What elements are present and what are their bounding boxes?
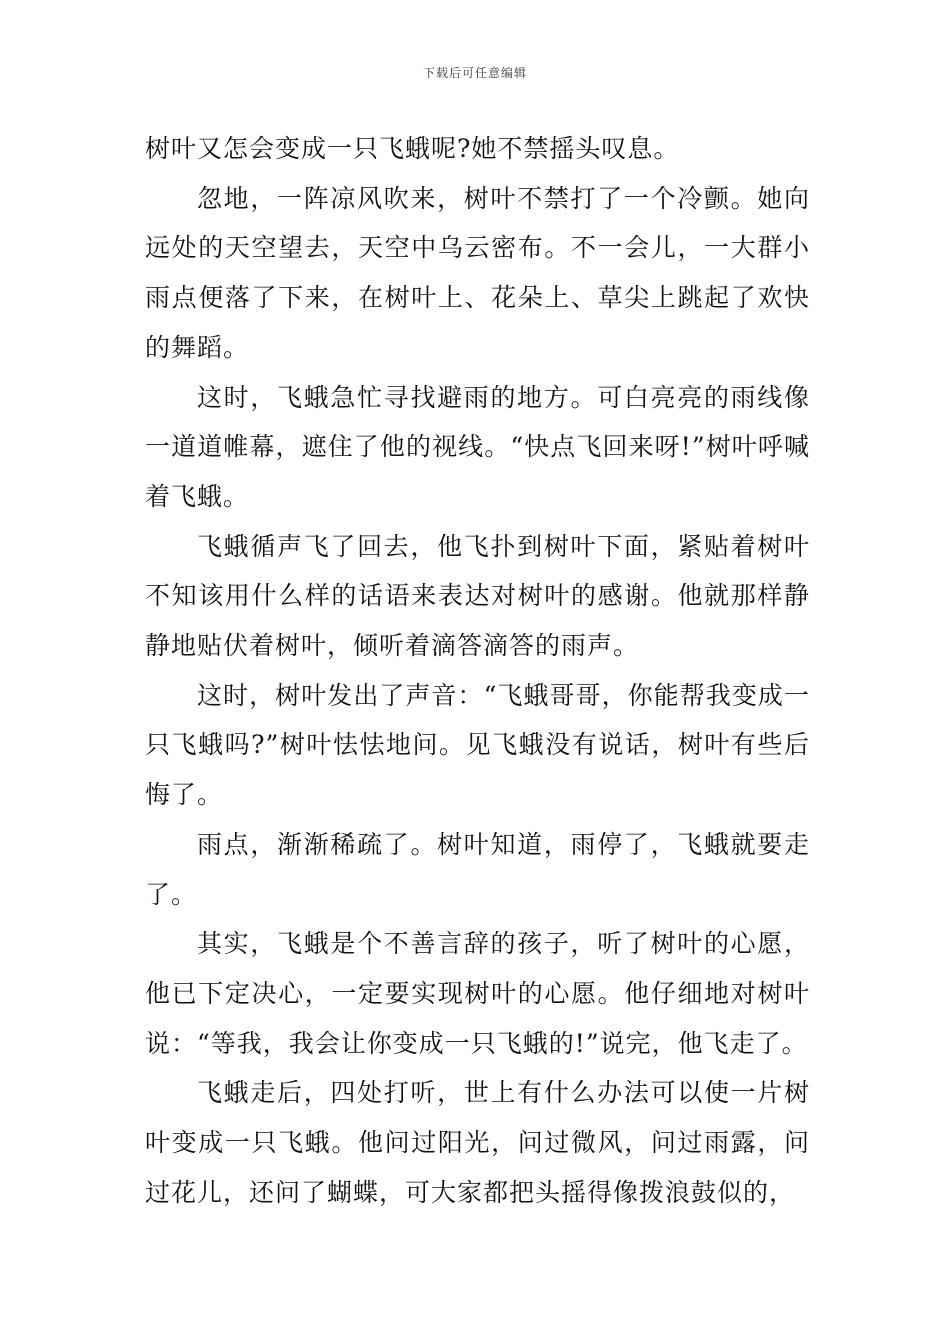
paragraph: 其实，飞蛾是个不善言辞的孩子，听了树叶的心愿，他已下定决心，一定要实现树叶的心愿。他仔细地对树叶说：“等我，我会让你变成一只飞蛾的!”说完，他飞走了。: [145, 929, 810, 1058]
paragraph: 这时，树叶发出了声音：“飞蛾哥哥，你能帮我变成一只飞蛾吗?”树叶怯怯地问。见飞蛾没有说话，树叶有些后悔了。: [145, 680, 810, 810]
document-body: [145, 124, 810, 1217]
paragraph: 这时，飞蛾急忙寻找避雨的地方。可白亮亮的雨线像一道道帷幕，遮住了他的视线。“快点飞回来呀!”树叶呼喊着飞蛾。: [145, 382, 810, 511]
paragraph: 飞蛾走后，四处打听，世上有什么办法可以使一片树叶变成一只飞蛾。他问过阳光，问过微风，问过雨露，问过花儿，还问了蝴蝶，可大家都把头摇得像拨浪鼓似的，: [145, 1078, 810, 1207]
paragraph: 忽地，一阵凉风吹来，树叶不禁打了一个冷颤。她向远处的天空望去，天空中乌云密布。不一会儿，一大群小雨点便落了下来，在树叶上、花朵上、草尖上跳起了欢快的舞蹈。: [145, 183, 810, 362]
paragraph: 雨点，渐渐稀疏了。树叶知道，雨停了，飞蛾就要走了。: [145, 829, 810, 909]
page-header: 下载后可任意编辑: [422, 66, 527, 80]
paragraph: 树叶又怎会变成一只飞蛾呢?她不禁摇头叹息。: [145, 134, 680, 163]
paragraph: 飞蛾循声飞了回去，他飞扑到树叶下面，紧贴着树叶不知该用什么样的话语来表达对树叶的感谢。他就那样静静地贴伏着树叶，倾听着滴答滴答的雨声。: [145, 531, 810, 661]
